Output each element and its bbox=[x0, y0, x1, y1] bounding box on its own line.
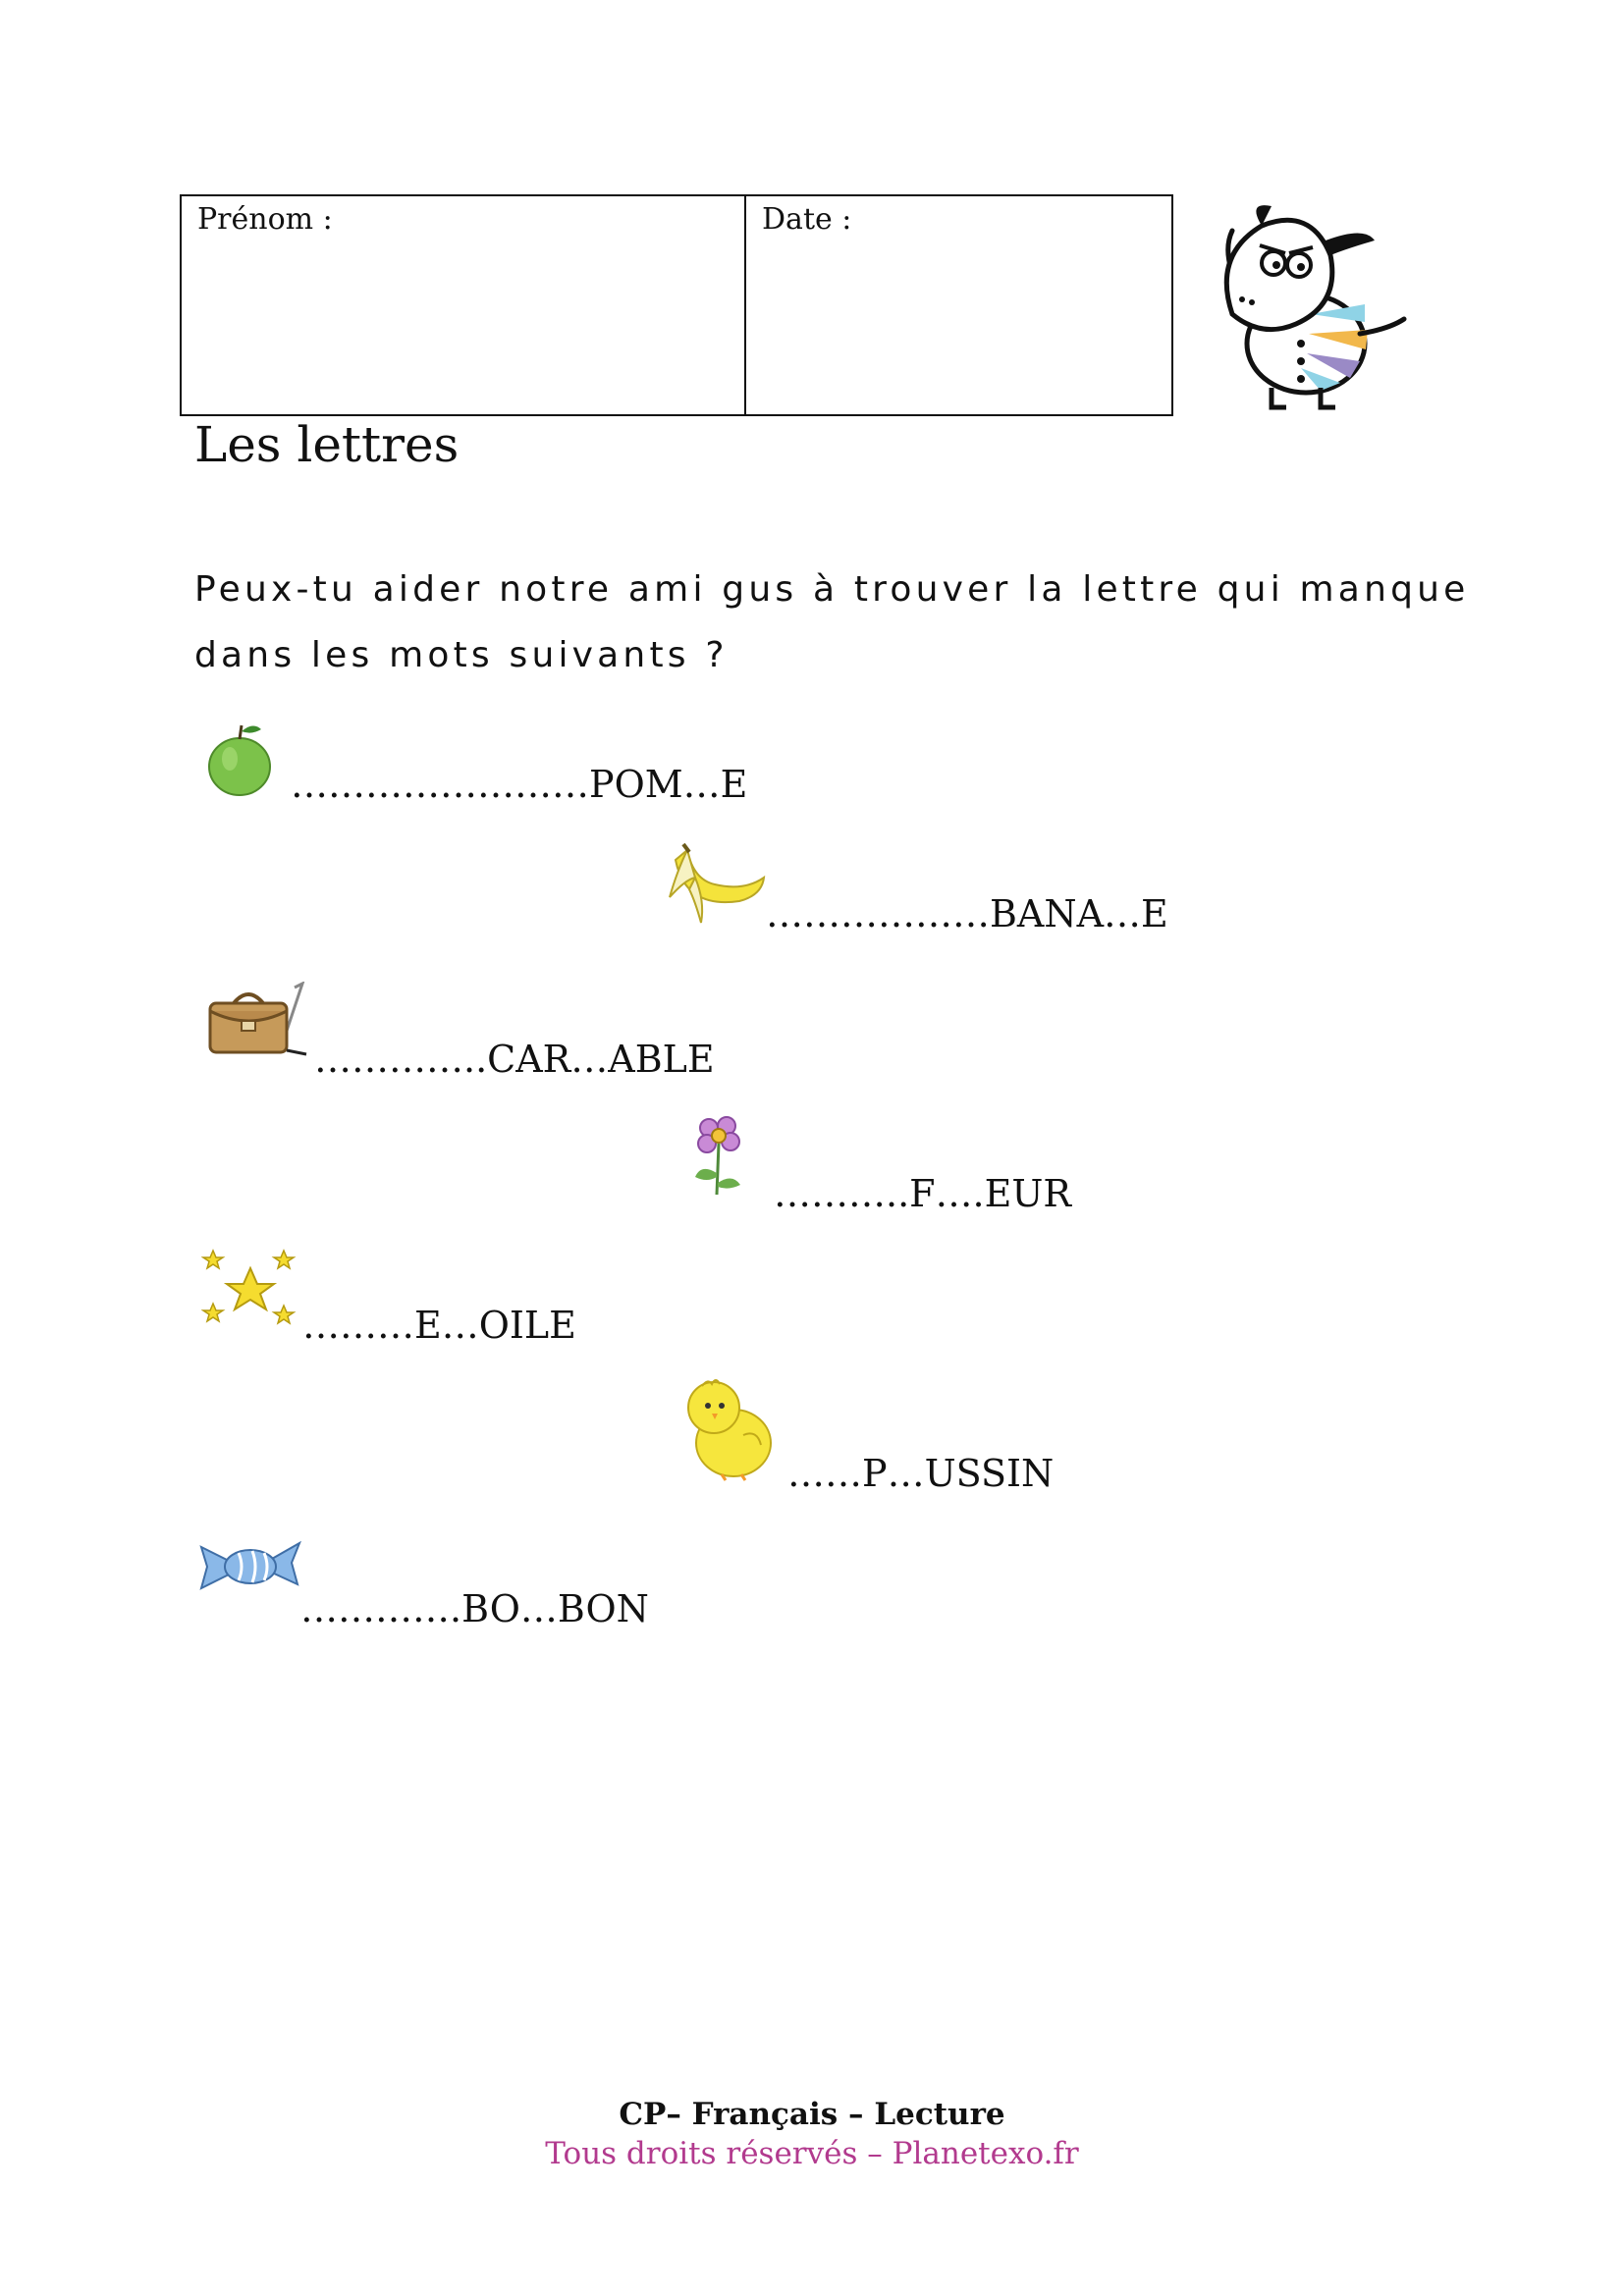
footer-copyright: Tous droits réservés – Planetexo.fr bbox=[545, 2136, 1079, 2171]
prenom-cell[interactable] bbox=[182, 196, 746, 414]
stars-icon bbox=[201, 1249, 298, 1329]
exercise-word[interactable]: ……P…USSIN bbox=[787, 1452, 1055, 1495]
exercise-word[interactable]: ………………BANA…E bbox=[766, 892, 1168, 935]
exercise-word[interactable]: ……………………POM…E bbox=[291, 763, 748, 806]
prenom-label: Prénom : bbox=[197, 202, 333, 237]
chick-icon bbox=[682, 1376, 776, 1484]
exercise-word[interactable]: ………E…OILE bbox=[302, 1304, 576, 1347]
date-cell[interactable] bbox=[746, 196, 1171, 414]
date-label: Date : bbox=[762, 202, 852, 237]
gus-mascot-icon bbox=[1203, 196, 1419, 417]
header-table bbox=[180, 194, 1173, 416]
banana-icon bbox=[666, 840, 769, 929]
apple-icon bbox=[204, 720, 275, 798]
exercise-word[interactable]: …………..CAR…ABLE bbox=[314, 1038, 715, 1081]
schoolbag-icon bbox=[204, 982, 310, 1060]
instruction-line-2: dans les mots suivants ? bbox=[194, 635, 729, 675]
page-title: Les lettres bbox=[194, 416, 460, 473]
candy-icon bbox=[199, 1539, 301, 1594]
instruction-line-1: Peux-tu aider notre ami gus à trouver la lettre qui manque bbox=[194, 569, 1470, 610]
footer-course-label: CP– Français – Lecture bbox=[619, 2097, 1005, 2132]
exercise-word[interactable]: ………..F….EUR bbox=[774, 1172, 1071, 1215]
exercise-word[interactable]: ………….BO…BON bbox=[300, 1587, 649, 1630]
flower-icon bbox=[689, 1114, 750, 1202]
